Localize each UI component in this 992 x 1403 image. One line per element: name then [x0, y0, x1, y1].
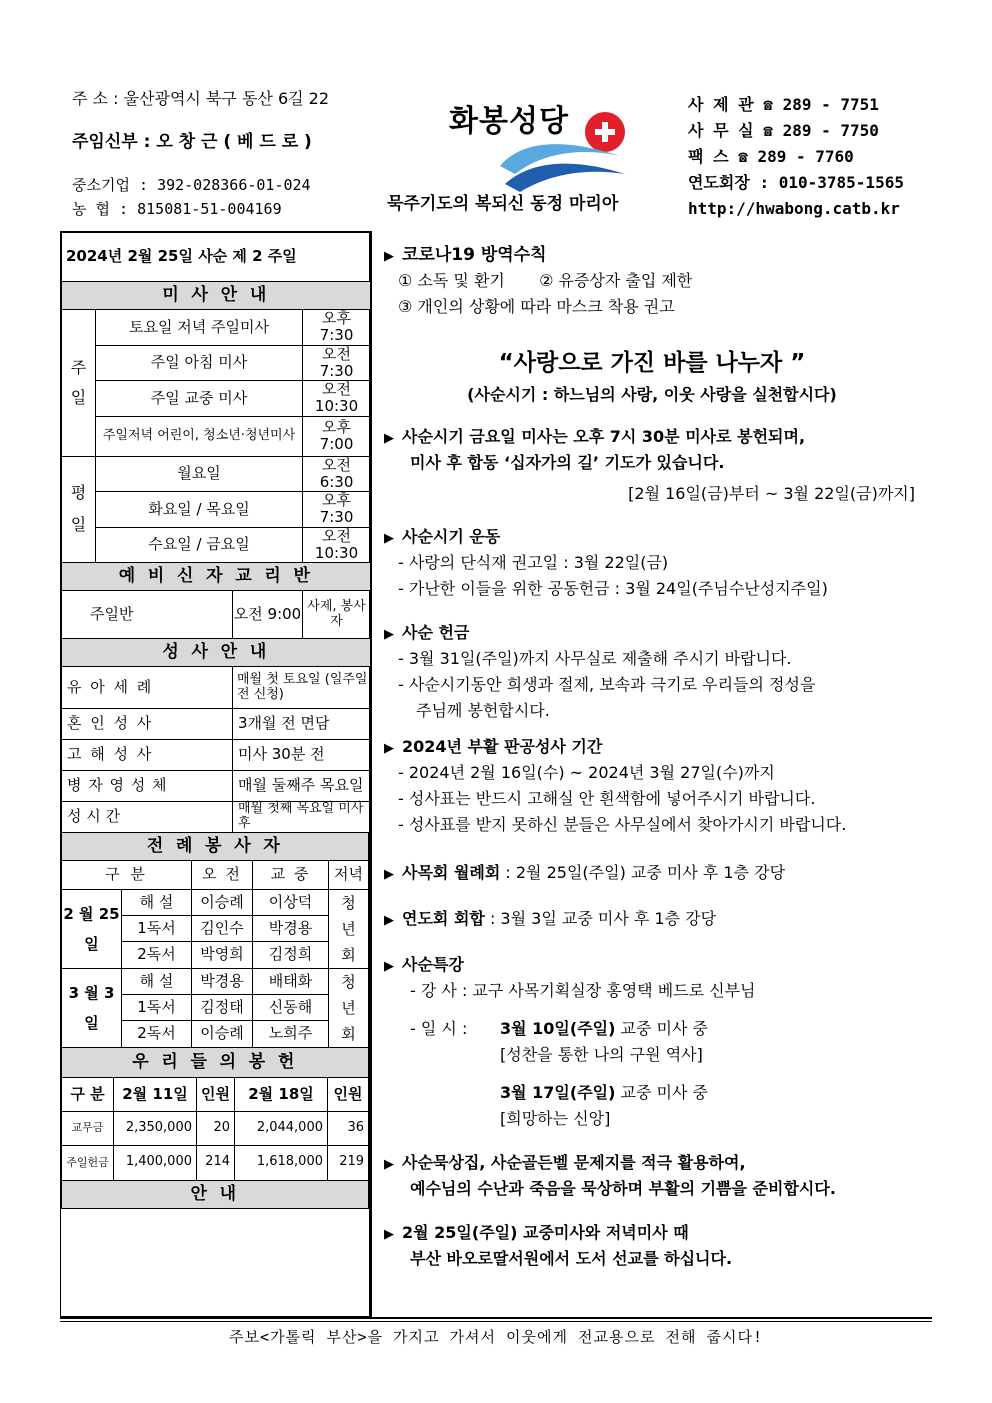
- triangle-right-icon: ▶: [384, 1227, 394, 1242]
- mass-name: 주일저녁 어린이, 청소년·청년미사: [96, 416, 303, 456]
- lecture-section: [384, 952, 756, 1004]
- server-table: [61, 832, 369, 1048]
- sacrament-desc: 매월 첫 토요일 (일주일 전 신청): [233, 667, 371, 709]
- mass-time: 오전 10:30: [303, 381, 371, 417]
- server-name: 이상덕: [253, 889, 329, 915]
- weekday-label: [62, 456, 96, 563]
- chair-label: 연도회장 :: [688, 173, 770, 192]
- mass-name: 수요일 / 금요일: [96, 527, 303, 563]
- contact-label: 사 무 실: [688, 121, 754, 140]
- meditation-text: 사순묵상집, 사순골든벨 문제지를 적극 활용하여,: [402, 1153, 746, 1172]
- sacrament-name: 병 자 영 성 체: [62, 771, 233, 802]
- catechumen-title: 예 비 신 자 교 리 반: [62, 563, 371, 591]
- triangle-right-icon: ▶: [384, 627, 394, 642]
- sunday-label-text: 주일: [70, 357, 87, 407]
- offering-head: 2월 18일: [235, 1077, 328, 1111]
- offering-head: 인원: [328, 1077, 369, 1111]
- server-date: 2 월 25 일: [62, 889, 122, 968]
- offering-title: 우 리 들 의 봉 헌: [62, 1047, 369, 1077]
- book-mission-section: [384, 1220, 732, 1272]
- server-role: 1독서: [122, 915, 192, 941]
- lecture-dates: [500, 1016, 708, 1132]
- mass-time: 오후 7:00: [303, 416, 371, 456]
- offering-count: 219: [328, 1145, 369, 1180]
- sacrament-desc: 3개월 전 면담: [233, 709, 371, 740]
- pastor-name: 오 창 근 ( 베 드 로 ): [156, 132, 312, 152]
- address-label: 주 소 :: [72, 89, 119, 108]
- sme-account-line: [72, 174, 311, 195]
- section-title: 코로나19 방역수칙: [402, 245, 547, 265]
- catechumen-time: 오전 9:00: [233, 591, 303, 639]
- pastor-line: [72, 127, 312, 152]
- lecture-date-rest: 교중 미사 중: [615, 1019, 708, 1038]
- server-head: 저녁: [329, 860, 369, 889]
- mass-time: 오후 7:30: [303, 310, 371, 346]
- schedule-table: [61, 232, 371, 833]
- mass-name: 월요일: [96, 456, 303, 492]
- offering-amount: 1,400,000: [114, 1145, 197, 1180]
- section-title: 사순시기 운동: [402, 527, 501, 546]
- triangle-right-icon: ▶: [384, 431, 394, 446]
- covid-item: ③ 개인의 상황에 따라 마스크 착용 권고: [398, 297, 675, 316]
- section-title: 사순특강: [402, 955, 464, 974]
- server-name: 박경용: [192, 968, 253, 994]
- server-name: 김정태: [192, 994, 253, 1020]
- easter-item: - 성사표를 받지 못하신 분들은 사무실에서 찾아가시기 바랍니다.: [398, 815, 847, 834]
- lecture-topic: [성찬을 통한 나의 구원 역사]: [500, 1045, 703, 1064]
- yeondo-detail: : 3월 3일 교중 미사 후 1층 강당: [484, 909, 717, 928]
- notice-title: 안 내: [62, 1180, 369, 1208]
- mass-time: 오후 7:30: [303, 492, 371, 528]
- sme-account: 392-028366-01-024: [157, 176, 311, 194]
- easter-confession-section: [384, 734, 846, 838]
- footer-rule: [60, 1321, 932, 1322]
- telephone-icon: ☎: [763, 95, 773, 114]
- easter-item: - 2024년 2월 16일(수) ~ 2024년 3월 27일(수)까지: [398, 763, 775, 782]
- offering-amount: 2,350,000: [114, 1111, 197, 1145]
- left-column: [60, 231, 370, 1317]
- friday-text: 사순시기 금요일 미사는 오후 7시 30분 미사로 봉헌되며,: [402, 427, 806, 446]
- catechumen-teacher: 사제, 봉사자: [303, 591, 371, 639]
- nh-account: 815081-51-004169: [137, 200, 282, 218]
- mass-name: 화요일 / 목요일: [96, 492, 303, 528]
- contact-rectory: [688, 92, 904, 118]
- mass-time: 오전 6:30: [303, 456, 371, 492]
- lecture-schedule: [410, 1016, 467, 1042]
- pastoral-meeting: [384, 860, 785, 886]
- lecture-date: 3월 10일(주일): [500, 1019, 616, 1038]
- pastor-label: 주임신부 :: [72, 132, 151, 152]
- contact-fax: [688, 144, 904, 170]
- book-text: 2월 25일(주일) 교중미사와 저녁미사 때: [402, 1223, 689, 1242]
- offering-head: 2월 11일: [114, 1077, 197, 1111]
- section-title: 사목회 월례회: [402, 863, 501, 882]
- nh-account-line: [72, 198, 282, 219]
- pastoral-detail: : 2월 25일(주일) 교중 미사 후 1층 강당: [500, 863, 786, 882]
- friday-period: [2월 16일(금)부터 ~ 3월 22일(금)까지]: [628, 484, 915, 503]
- covid-item: ① 소독 및 환기: [398, 271, 505, 290]
- lent-offering-item: - 사순시기동안 희생과 절제, 보속과 극기로 우리들의 정성을: [398, 675, 816, 694]
- weekday-label-text: 평일: [70, 483, 87, 535]
- sacrament-name: 유 아 세 례: [62, 667, 233, 709]
- offering-amount: 2,044,000: [235, 1111, 328, 1145]
- address: 울산광역시 북구 동산 6길 22: [123, 89, 330, 108]
- server-title: 전 례 봉 사 자: [62, 832, 369, 860]
- offering-count: 36: [328, 1111, 369, 1145]
- contact-number: 289 - 7750: [782, 121, 879, 140]
- triangle-right-icon: ▶: [384, 249, 394, 264]
- meditation-section: [384, 1150, 836, 1202]
- server-role: 해 설: [122, 968, 192, 994]
- sacrament-name: 혼 인 성 사: [62, 709, 233, 740]
- sme-label: 중소기업 :: [72, 176, 149, 194]
- server-name: 박경용: [253, 915, 329, 941]
- footer-rule: [60, 1317, 932, 1319]
- church-logo: [445, 96, 645, 192]
- logo-emblem-icon: [445, 96, 645, 192]
- lecture-date: 3월 17일(주일): [500, 1083, 616, 1102]
- telephone-icon: ☎: [763, 121, 773, 140]
- server-name: 이승례: [192, 889, 253, 915]
- contact-number: 289 - 7751: [782, 95, 879, 114]
- footer-text: 주보<가톨릭 부산>을 가지고 가셔서 이웃에게 전교용으로 전해 줍시다!: [228, 1328, 764, 1346]
- server-date: 3 월 3 일: [62, 968, 122, 1047]
- church-name: 화봉성당: [449, 104, 569, 139]
- easter-item: - 성사표는 반드시 고해실 안 흰색함에 넣어주시기 바랍니다.: [398, 789, 816, 808]
- offering-kind: 주일헌금: [62, 1145, 114, 1180]
- lent-offering-section: [384, 620, 815, 724]
- server-head: 교 중: [253, 860, 329, 889]
- chair-phone: 010-3785-1565: [778, 173, 904, 192]
- server-name: 신동해: [253, 994, 329, 1020]
- server-role: 1독서: [122, 994, 192, 1020]
- mass-name: 주일 아침 미사: [96, 345, 303, 381]
- triangle-right-icon: ▶: [384, 959, 394, 974]
- catechumen-class: 주일반: [62, 591, 233, 639]
- server-evening-text: 청 년 회: [341, 893, 356, 964]
- book-text: 부산 바오로딸서원에서 도서 선교를 하십니다.: [410, 1249, 733, 1268]
- lecture-speaker: - 강 사 : 교구 사목기획실장 홍영택 베드로 신부님: [410, 981, 756, 1000]
- yeondo-meeting: [384, 906, 716, 932]
- offering-count: 20: [197, 1111, 235, 1145]
- movement-item: - 사랑의 단식재 권고일 : 3월 22일(금): [398, 553, 669, 572]
- server-evening-text: 청 년 회: [341, 972, 356, 1043]
- contact-label: 팩 스: [688, 147, 729, 166]
- server-role: 해 설: [122, 889, 192, 915]
- sacrament-desc: 매월 첫째 목요일 미사 후: [233, 802, 371, 833]
- triangle-right-icon: ▶: [384, 741, 394, 756]
- lecture-time-label: - 일 시 :: [410, 1019, 468, 1038]
- bulletin-date: 2024년 2월 25일 사순 제 2 주일: [62, 233, 371, 282]
- telephone-icon: ☎: [738, 147, 748, 166]
- server-name: 배태화: [253, 968, 329, 994]
- sacrament-name: 성 시 간: [62, 802, 233, 833]
- offering-head: 구 분: [62, 1077, 114, 1111]
- contact-office: [688, 118, 904, 144]
- server-name: 노희주: [253, 1020, 329, 1047]
- lent-offering-item: 주님께 봉헌합시다.: [416, 701, 550, 720]
- mass-schedule-title: 미 사 안 내: [62, 282, 371, 310]
- lent-slogan-sub: (사순시기 : 하느님의 사랑, 이웃 사랑을 실천합시다): [467, 385, 837, 404]
- offering-head: 인원: [197, 1077, 235, 1111]
- server-name: 이승례: [192, 1020, 253, 1047]
- movement-section: [384, 524, 828, 602]
- triangle-right-icon: ▶: [384, 531, 394, 546]
- triangle-right-icon: ▶: [384, 913, 394, 928]
- lent-offering-item: - 3월 31일(주일)까지 사무실로 제출해 주시기 바랍니다.: [398, 649, 792, 668]
- contact-number: 289 - 7760: [757, 147, 854, 166]
- address-line: [72, 86, 329, 109]
- lecture-date-rest: 교중 미사 중: [615, 1083, 708, 1102]
- server-evening: [329, 968, 369, 1047]
- offering-amount: 1,618,000: [235, 1145, 328, 1180]
- mass-time: 오전 7:30: [303, 345, 371, 381]
- server-name: 김정희: [253, 941, 329, 968]
- offering-table: [61, 1047, 369, 1209]
- triangle-right-icon: ▶: [384, 867, 394, 882]
- nh-label: 농 협 :: [72, 200, 129, 218]
- server-name: 김인수: [192, 915, 253, 941]
- section-title: 2024년 부활 판공성사 기간: [402, 737, 603, 756]
- mass-name: 주일 교중 미사: [96, 381, 303, 417]
- section-title: 연도회 회합: [402, 909, 485, 928]
- server-evening: [329, 889, 369, 968]
- mass-time: 오전 10:30: [303, 527, 371, 563]
- mass-name: 토요일 저녁 주일미사: [96, 310, 303, 346]
- covid-section: [384, 242, 692, 320]
- sacrament-desc: 미사 30분 전: [233, 740, 371, 771]
- contact-block: [688, 92, 904, 222]
- server-role: 2독서: [122, 1020, 192, 1047]
- friday-text: 미사 후 합동 ‘십자가의 길’ 기도가 있습니다.: [410, 453, 725, 472]
- sacrament-name: 고 해 성 사: [62, 740, 233, 771]
- server-head: 오 전: [192, 860, 253, 889]
- lecture-topic: [희망하는 신앙]: [500, 1109, 611, 1128]
- server-role: 2독서: [122, 941, 192, 968]
- patron-saint: 묵주기도의 복되신 동정 마리아: [387, 194, 619, 214]
- offering-count: 214: [197, 1145, 235, 1180]
- sunday-label: [62, 310, 96, 457]
- lent-slogan: “사랑으로 가진 바를 나누자 ”: [498, 350, 806, 376]
- contact-chair: [688, 170, 904, 196]
- meditation-text: 예수님의 수난과 죽음을 묵상하며 부활의 기쁨을 준비합시다.: [410, 1179, 836, 1198]
- movement-item: - 가난한 이들을 위한 공동헌금 : 3월 24일(주님수난성지주일): [398, 579, 828, 598]
- contact-label: 사 제 관: [688, 95, 754, 114]
- sacrament-desc: 매월 둘째주 목요일: [233, 771, 371, 802]
- website-link[interactable]: http://hwabong.catb.kr: [688, 199, 900, 218]
- section-title: 사순 헌금: [402, 623, 470, 642]
- server-head: 구 분: [62, 860, 192, 889]
- server-name: 박영희: [192, 941, 253, 968]
- sacrament-title: 성 사 안 내: [62, 639, 371, 667]
- triangle-right-icon: ▶: [384, 1157, 394, 1172]
- offering-kind: 교무금: [62, 1111, 114, 1145]
- covid-item: ② 유증상자 출입 제한: [539, 271, 693, 290]
- friday-mass-section: [384, 424, 805, 476]
